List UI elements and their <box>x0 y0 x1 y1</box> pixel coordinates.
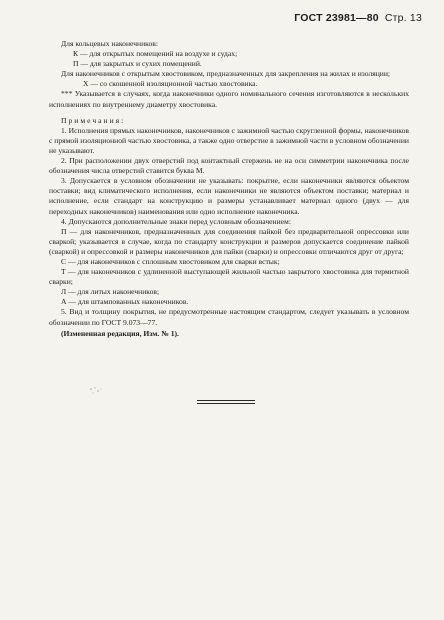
end-separator-line-2 <box>197 403 255 404</box>
sign-s: С — для наконечников с сплошным хвостовиком для сварки встык; <box>61 256 280 266</box>
list-item-x: Х — со скошенной изоляционной частью хвостовика. <box>83 79 258 89</box>
note-1: 1. Исполнения прямых наконечников, наконечников с зажимной частью скругленной формы, наконечников с прямой изоляционной частью хвостовика, а также одно отверстие в зажимной части в условном обозначении не указывают. <box>49 125 409 155</box>
footnote-triple-asterisk: *** Указывается в случаях, когда наконечники одного номинального сечения изготовляются в нескольких исполнениях по внутреннему диаметру хвостовика. <box>49 89 409 109</box>
standard-number: ГОСТ 23981—80 <box>294 12 379 24</box>
page-header <box>294 12 422 24</box>
scan-speck <box>89 386 103 396</box>
sign-t: Т — для наконечников с удлиненной выступающей жильной частью закрытого хвостовика для термитной сварки; <box>49 267 409 287</box>
end-separator-line <box>197 400 255 401</box>
list-item-p: П — для закрытых и сухих помещений. <box>73 59 202 69</box>
amendment-note: (Измененная редакция, Изм. № 1). <box>61 328 179 338</box>
note-4: 4. Допускаются дополнительные знаки перед условным обозначением: <box>61 216 291 226</box>
page-number: Стр. 13 <box>384 12 422 24</box>
sign-p: П — для наконечников, предназначенных для соединения пайкой без предварительной опрессовки или сваркой; указывается в случае, когда по стандарту конструкции и размеров допускается соединение пайкой (сваркой) и опрессовкой и размеры наконечников для пайки (сварки) и опрессовки отличаются друг от друга; <box>49 226 409 256</box>
sign-l: Л — для литых наконечников; <box>61 287 160 297</box>
paragraph-open-shank: Для наконечников с открытым хвостовиком, предназначенных для закрепления на жилах и изоляции; <box>61 69 391 79</box>
notes-heading: Примечания: <box>61 115 126 125</box>
list-item-k: К — для открытых помещений на воздухе и судах; <box>73 49 238 59</box>
note-2: 2. При расположении двух отверстий под контактный стержень не на оси симметрии наконечника после обозначения числа отверстий ставится буква М. <box>49 156 409 176</box>
note-3: 3. Допускается в условном обозначении не указывать: покрытие, если наконечники являются объектом поставки; вид климатического исполнения, если наконечники не являются объектом поставки; материал и исполнение, если стандарт на конструкцию и размеры устанавливает материал одного (двух — для переходных наконечников) наименования или одно исполнение наконечника. <box>49 176 409 216</box>
document-body <box>49 39 409 339</box>
sign-a: А — для штампованных наконечников. <box>61 297 189 307</box>
paragraph-ring-lugs: Для кольцевых наконечников: <box>61 39 158 48</box>
note-5: 5. Вид и толщину покрытия, не предусмотренные настоящим стандартом, следует указывать в условном обозначении по ГОСТ 9.073—77. <box>49 307 409 327</box>
